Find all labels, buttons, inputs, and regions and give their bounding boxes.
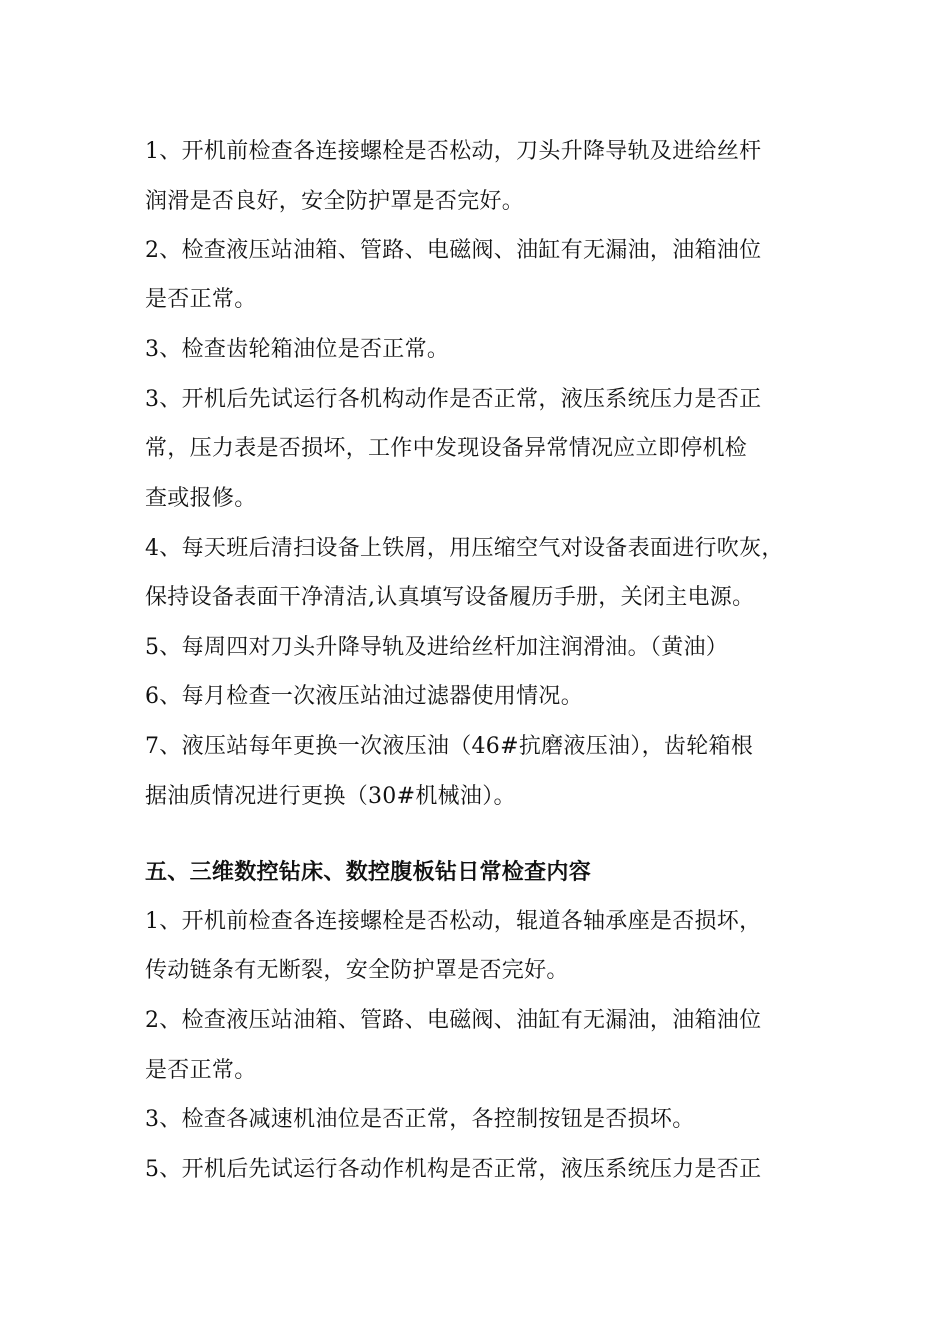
text-line: 4、每天班后清扫设备上铁屑，用压缩空气对设备表面进行吹灰，: [145, 536, 784, 561]
text-line: 传动链条有无断裂，安全防护罩是否完好。: [145, 958, 569, 983]
text-line: 2、检查液压站油箱、管路、电磁阀、油缸有无漏油，油箱油位: [145, 238, 762, 263]
text-line: 7、液压站每年更换一次液压油（46#抗磨液压油），齿轮箱根: [145, 734, 754, 759]
text-line: 3、开机后先试运行各机构动作是否正常，液压系统压力是否正: [145, 387, 762, 412]
text-line: 3、检查各减速机油位是否正常，各控制按钮是否损坏。: [145, 1107, 695, 1132]
text-line: 润滑是否良好，安全防护罩是否完好。: [145, 189, 525, 214]
text-line: 6、每月检查一次液压站油过滤器使用情况。: [145, 684, 583, 709]
text-line: 2、检查液压站油箱、管路、电磁阀、油缸有无漏油，油箱油位: [145, 1008, 762, 1033]
text-line: 保持设备表面干净清洁,认真填写设备履历手册，关闭主电源。: [145, 585, 755, 610]
text-line: 5、每周四对刀头升降导轨及进给丝杆加注润滑油。（黄油）: [145, 635, 729, 660]
text-line: 常，压力表是否损坏，工作中发现设备异常情况应立即停机检: [145, 436, 748, 461]
text-line: 1、开机前检查各连接螺栓是否松动，刀头升降导轨及进给丝杆: [145, 139, 762, 164]
section-heading: 五、三维数控钻床、数控腹板钻日常检查内容: [145, 859, 592, 885]
text-line: 是否正常。: [145, 287, 257, 312]
text-line: 是否正常。: [145, 1058, 257, 1083]
text-line: 查或报修。: [145, 486, 257, 511]
text-line: 3、检查齿轮箱油位是否正常。: [145, 337, 450, 362]
text-line: 5、开机后先试运行各动作机构是否正常，液压系统压力是否正: [145, 1157, 762, 1182]
text-line: 1、开机前检查各连接螺栓是否松动，辊道各轴承座是否损坏，: [145, 909, 762, 934]
text-line: 据油质情况进行更换（30#机械油）。: [145, 784, 516, 809]
